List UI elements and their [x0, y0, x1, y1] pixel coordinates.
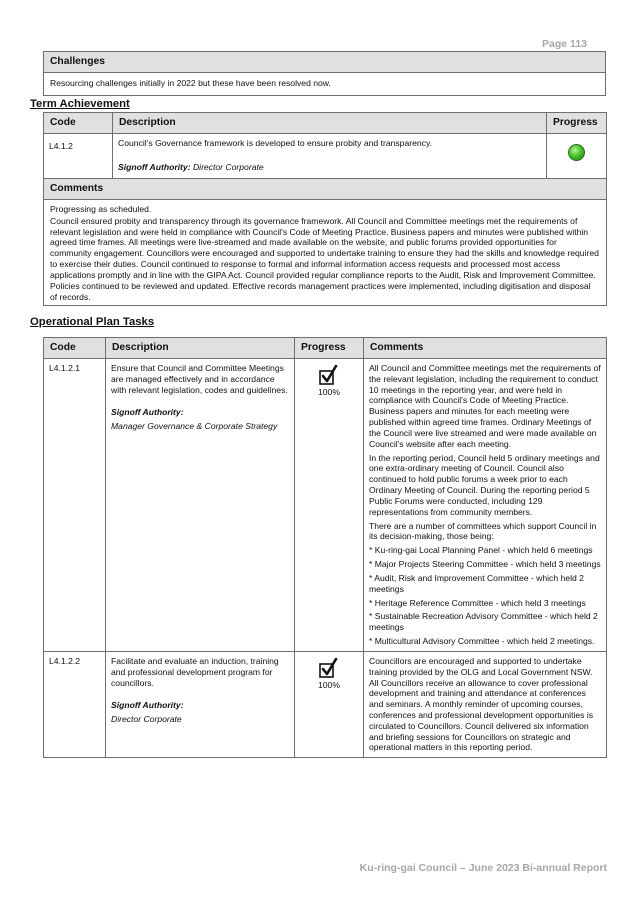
table-row — [44, 651, 607, 757]
ops-col-description: Description — [106, 338, 295, 359]
task-comment: * Heritage Reference Committee - which held 3 meetings — [369, 597, 586, 608]
task-comment: In the reporting period, Council held 5 ordinary meetings and one extra-ordinary meeting of Council. Council also continued to hold public forums a week prior to each Ordinary Meeting of Council. During the reporting period 5 Public Forums were conducted, including 129 representations from community members. — [369, 452, 600, 517]
operational-plan-table — [43, 337, 607, 758]
task-comment: * Major Projects Steering Committee - which held 3 meetings — [369, 559, 601, 570]
operational-plan-title: Operational Plan Tasks — [30, 316, 155, 328]
term-achievement-table — [43, 112, 607, 306]
term-comment-0: Progressing as scheduled. — [50, 203, 152, 214]
task-signoff-label: Signoff Authority: — [111, 407, 184, 418]
page-number: Page 113 — [542, 38, 587, 50]
challenges-header: Challenges — [44, 52, 606, 73]
task-comment: * Ku-ring-gai Local Planning Panel - which held 6 meetings — [369, 545, 593, 556]
checkbox-checked-icon — [319, 365, 339, 386]
task-signoff-value: Director Corporate — [111, 714, 182, 725]
report-footer: Ku-ring-gai Council – June 2023 Bi-annual Report — [359, 862, 607, 874]
task-comment: There are a number of committees which support Council in its decision-making, those being: — [369, 520, 597, 542]
task-progress-cell — [295, 651, 364, 757]
term-col-code: Code — [44, 113, 113, 134]
task-description: Ensure that Council and Committee Meetings are managed effectively and in accordance with relevant legislation, codes and guidelines. — [111, 362, 288, 395]
task-comment: * Audit, Risk and Improvement Committee - which held 2 meetings — [369, 572, 584, 594]
term-signoff-value: Director Corporate — [192, 161, 264, 172]
task-comments — [364, 358, 607, 651]
term-comments — [44, 199, 607, 305]
task-description-cell — [106, 358, 295, 651]
challenges-text: Resourcing challenges initially in 2022 but these have been resolved now. — [44, 72, 606, 95]
task-code: L4.1.2.2 — [44, 651, 106, 757]
term-code: L4.1.2 — [44, 133, 113, 178]
task-code: L4.1.2.1 — [44, 358, 106, 651]
status-green-dot-icon — [568, 144, 585, 161]
term-comments-header: Comments — [44, 178, 607, 199]
task-description-cell — [106, 651, 295, 757]
task-comment: * Multicultural Advisory Committee - which held 2 meetings. — [369, 636, 595, 647]
task-comment: All Council and Committee meetings met the requirements of the relevant legislation, including the requirement to conduct 10 meetings in the reporting year, and were held in compliance with Council's Code of Meeting Practice. Business papers and minutes for each meeting were published within agreed time frames. Ordinary Meetings of the Council were live streamed and were made available on Council's website after each meeting. — [369, 362, 601, 449]
term-comment-1: Council ensured probity and transparency through its governance framework. All Council and Committee meetings met the requirements of relevant legislation and were held in compliance with Council's Code of Meeting Practice. Business papers and minutes were published within agreed time frames. All meetings were live-streamed and made available on the website, and public forums provided opportunities for community engagement. Councillors were encouraged and supported to undertake training to ensure they had the skills and knowledge required to exercise their duties. Council continued to response to formal and informal information access requests and processed most access applications promptly and in line with the GIPA Act. Council provided regular compliance reports to the Audit, Risk and Improvement Committee. Policies continued to be reviewed and updated. Effective records management practices were implemented, including digitisation and disposal of records. — [50, 215, 599, 302]
ops-col-progress: Progress — [295, 338, 364, 359]
task-progress-value: 100% — [318, 679, 340, 690]
term-col-progress: Progress — [547, 113, 607, 134]
task-progress-value: 100% — [318, 386, 340, 397]
checkbox-checked-icon — [319, 658, 339, 679]
ops-col-comments: Comments — [364, 338, 607, 359]
term-signoff — [118, 162, 541, 173]
table-row — [44, 358, 607, 651]
term-achievement-title: Term Achievement — [30, 98, 130, 110]
task-comment: Councillors are encouraged and supported to undertake training provided by the OLG and Local Government NSW. All Councillors receive an allowance to cover professional development and training and attendance at conferences and seminars. A monthly reminder of upcoming courses, conferences and professional development opportunities is circulated to Councillors. Council delivered six information and briefing sessions for Councillors on strategic and operational matters in this reporting period. — [369, 655, 594, 753]
task-signoff-label: Signoff Authority: — [111, 700, 184, 711]
task-signoff-value: Manager Governance & Corporate Strategy — [111, 421, 278, 432]
term-progress-cell — [547, 133, 607, 178]
challenges-table — [43, 51, 606, 96]
term-description: Council’s Governance framework is developed to ensure probity and transparency. — [118, 137, 432, 148]
task-comments — [364, 651, 607, 757]
task-comment: * Sustainable Recreation Advisory Committee - which held 2 meetings — [369, 611, 598, 633]
term-signoff-label: Signoff Authority: — [118, 161, 191, 172]
ops-col-code: Code — [44, 338, 106, 359]
task-progress-cell — [295, 358, 364, 651]
term-description-cell — [113, 133, 547, 178]
task-description: Facilitate and evaluate an induction, training and professional development program for councillors. — [111, 655, 279, 688]
term-col-description: Description — [113, 113, 547, 134]
